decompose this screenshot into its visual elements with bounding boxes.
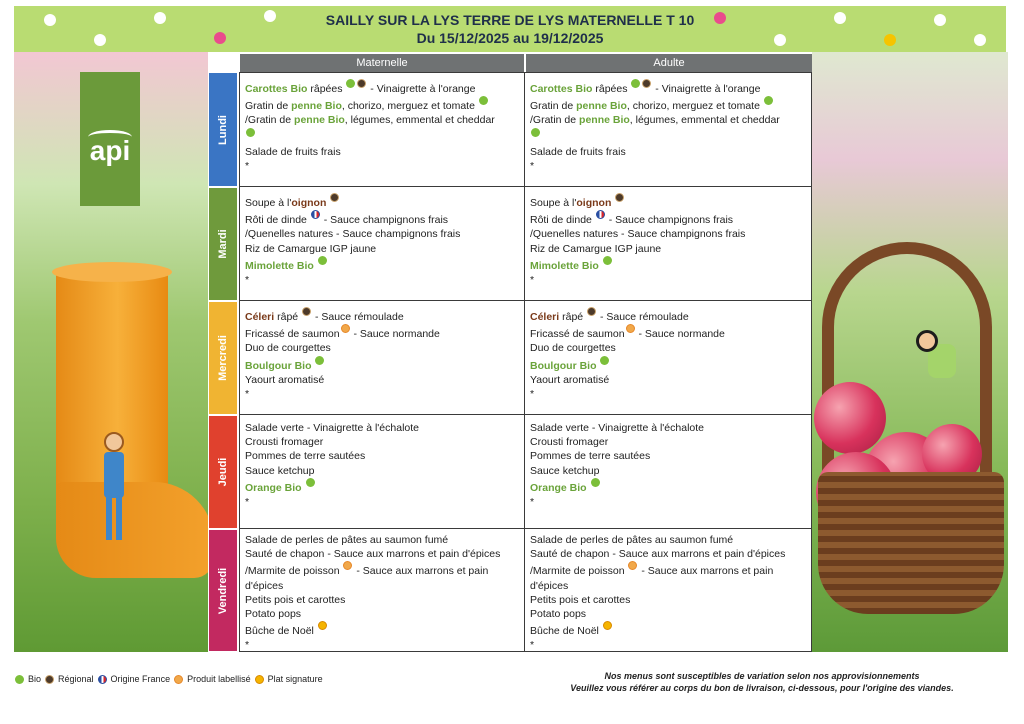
dish-text: Crousti fromager bbox=[245, 436, 324, 449]
dish-text: râpé bbox=[274, 311, 299, 323]
dish-text: Fricassé de saumon bbox=[245, 328, 340, 341]
dish-text: Gratin de bbox=[530, 100, 577, 113]
rain-boot-illustration bbox=[52, 262, 172, 592]
menu-cell-jeudi-maternelle bbox=[239, 414, 526, 529]
apple-basket bbox=[818, 472, 1004, 614]
dish-dessert: Salade de fruits frais bbox=[530, 145, 626, 158]
dish-text: /Quenelles natures - Sauce champignons frais bbox=[530, 228, 746, 241]
menu-footnote-star: * bbox=[530, 274, 535, 287]
day-label-vendredi: Vendredi bbox=[217, 567, 229, 614]
origine-france-icon bbox=[596, 210, 605, 219]
dish-regional-name: Céleri bbox=[245, 311, 275, 323]
legend-regional: Régional bbox=[58, 674, 94, 684]
dish-text: , légumes, emmental et cheddar bbox=[344, 114, 495, 127]
dish-text: , chorizo, merguez et tomate bbox=[341, 100, 475, 113]
day-label-mardi: Mardi bbox=[217, 229, 229, 259]
footer-note-line2: Veuillez vous référer au corps du bon de livraison, ci-dessous, pour l'origine des viandes. bbox=[570, 683, 954, 693]
logo-text: api bbox=[89, 135, 131, 166]
bio-icon bbox=[531, 128, 540, 137]
dish-text: Rôti de dinde bbox=[245, 214, 307, 227]
dish-text: - Sauce aux marrons et pain bbox=[353, 565, 489, 578]
day-strip-jeudi bbox=[208, 415, 238, 529]
dish-text: Potato pops bbox=[530, 608, 587, 621]
dish-text: - Sauce normande bbox=[350, 328, 440, 341]
api-logo bbox=[80, 72, 140, 206]
dish-text: Pommes de terre sautées bbox=[530, 450, 651, 463]
menu-cell-jeudi-adulte bbox=[524, 414, 812, 529]
regional-icon bbox=[302, 307, 311, 316]
produit-labellise-icon bbox=[343, 561, 352, 570]
menu-cell-vendredi-adulte bbox=[524, 528, 812, 652]
dish-text: Duo de courgettes bbox=[245, 342, 331, 355]
day-label-jeudi: Jeudi bbox=[217, 457, 229, 487]
regional-icon bbox=[642, 79, 651, 88]
bio-icon bbox=[315, 356, 324, 365]
dish-text: Riz de Camargue IGP jaune bbox=[530, 242, 662, 255]
legend-bio: Bio bbox=[28, 674, 42, 684]
produit-labellise-icon bbox=[626, 324, 635, 333]
plat-signature-icon bbox=[255, 675, 264, 684]
dish-text: - Sauce rémoulade bbox=[312, 311, 404, 323]
menu-footnote-star: * bbox=[530, 496, 535, 509]
plat-signature-icon bbox=[603, 621, 612, 630]
dish-text: /Marmite de poisson bbox=[530, 565, 625, 578]
dish-text: - Sauce champignons frais bbox=[320, 214, 449, 227]
regional-icon bbox=[587, 307, 596, 316]
day-label-mercredi: Mercredi bbox=[217, 335, 229, 381]
menu-cell-vendredi-maternelle bbox=[239, 528, 526, 652]
dish-bio-name: Mimolette Bio bbox=[245, 259, 314, 272]
dish-text: Salade de perles de pâtes au saumon fumé bbox=[530, 534, 734, 546]
dish-text: Yaourt aromatisé bbox=[245, 373, 325, 386]
menu-footnote-star: * bbox=[245, 639, 250, 652]
dish-text: Yaourt aromatisé bbox=[530, 373, 610, 386]
bio-icon bbox=[479, 96, 488, 105]
week-dates: Du 15/12/2025 au 19/12/2025 bbox=[416, 30, 604, 46]
menu-cell-lundi-maternelle bbox=[239, 72, 526, 187]
produit-labellise-icon bbox=[341, 324, 350, 333]
dish-text: râpées bbox=[307, 83, 343, 95]
dish-text: d'épices bbox=[530, 579, 569, 592]
dish-text: /Marmite de poisson bbox=[245, 565, 340, 578]
bio-icon bbox=[603, 256, 612, 265]
school-name: SAILLY SUR LA LYS TERRE DE LYS MATERNELLE T 10 bbox=[325, 12, 695, 28]
day-label-lundi: Lundi bbox=[217, 114, 229, 145]
dish-text: Sauce ketchup bbox=[245, 464, 315, 477]
menu-footnote-star: * bbox=[245, 160, 250, 173]
icon-legend bbox=[14, 674, 323, 684]
menu-title bbox=[14, 11, 1006, 47]
header-banner bbox=[14, 6, 1006, 52]
dish-text: /Gratin de bbox=[530, 114, 580, 127]
bio-icon bbox=[631, 79, 640, 88]
bio-icon bbox=[306, 478, 315, 487]
dish-text: Soupe à l' bbox=[530, 197, 577, 209]
dish-bio-name: Carottes Bio bbox=[245, 83, 308, 95]
regional-icon bbox=[45, 675, 54, 684]
day-strip-mardi bbox=[208, 187, 238, 301]
dish-bio-name: penne Bio bbox=[294, 114, 345, 127]
menu-footnote-star: * bbox=[530, 639, 535, 652]
dish-text: - Sauce aux marrons et pain bbox=[638, 565, 774, 578]
legend-labellise: Produit labellisé bbox=[187, 674, 251, 684]
dish-text: Petits pois et carottes bbox=[245, 593, 346, 606]
menu-footnote-star: * bbox=[245, 388, 250, 401]
regional-icon bbox=[615, 193, 624, 202]
climbing-child-figure bbox=[916, 330, 956, 386]
dish-regional-name: Céleri bbox=[530, 311, 560, 323]
dish-text: Pommes de terre sautées bbox=[245, 450, 366, 463]
dish-regional-name: oignon bbox=[291, 197, 327, 209]
menu-cell-mercredi-maternelle bbox=[239, 300, 526, 415]
dish-text: Sauté de chapon - Sauce aux marrons et pain d'épices bbox=[245, 548, 501, 561]
dish-text: /Quenelles natures - Sauce champignons frais bbox=[245, 228, 461, 241]
dish-text: - Sauce champignons frais bbox=[605, 214, 734, 227]
dish-bio-name: Orange Bio bbox=[530, 481, 587, 494]
produit-labellise-icon bbox=[628, 561, 637, 570]
dish-text: râpé bbox=[559, 311, 584, 323]
regional-icon bbox=[330, 193, 339, 202]
dish-text: - Vinaigrette à l'orange bbox=[367, 83, 476, 95]
dish-bio-name: Boulgour Bio bbox=[245, 359, 312, 372]
bio-icon bbox=[318, 256, 327, 265]
dish-text: , chorizo, merguez et tomate bbox=[626, 100, 760, 113]
menu-footnote-star: * bbox=[530, 160, 535, 173]
bio-icon bbox=[246, 128, 255, 137]
menu-footnote-star: * bbox=[245, 274, 250, 287]
menu-cell-mardi-adulte bbox=[524, 186, 812, 301]
dish-text: , légumes, emmental et cheddar bbox=[629, 114, 780, 127]
menu-footnote-star: * bbox=[245, 496, 250, 509]
produit-labellise-icon bbox=[174, 675, 183, 684]
day-strip-mercredi bbox=[208, 301, 238, 415]
footer-note-line1: Nos menus sont susceptibles de variation selon nos approvisionnements bbox=[604, 671, 920, 681]
dish-bio-name: penne Bio bbox=[576, 100, 627, 113]
bio-icon bbox=[346, 79, 355, 88]
dish-text: Duo de courgettes bbox=[530, 342, 616, 355]
column-header-adulte: Adulte bbox=[526, 54, 812, 72]
dish-text: Salade verte - Vinaigrette à l'échalote bbox=[245, 422, 420, 434]
gardener-figure bbox=[98, 432, 128, 542]
dish-text: - Vinaigrette à l'orange bbox=[652, 83, 761, 95]
weekly-menu-table bbox=[208, 52, 812, 652]
legend-signature: Plat signature bbox=[267, 674, 323, 684]
dish-text: Salade de perles de pâtes au saumon fumé bbox=[245, 534, 449, 546]
dish-text: Sauce ketchup bbox=[530, 464, 600, 477]
plat-signature-icon bbox=[318, 621, 327, 630]
day-strip-vendredi bbox=[208, 529, 238, 652]
dish-text: /Gratin de bbox=[245, 114, 295, 127]
left-photo-boot bbox=[14, 52, 208, 652]
dish-text: Potato pops bbox=[245, 608, 302, 621]
column-header-maternelle: Maternelle bbox=[240, 54, 524, 72]
dish-text: Riz de Camargue IGP jaune bbox=[245, 242, 377, 255]
dish-text: Crousti fromager bbox=[530, 436, 609, 449]
bio-icon bbox=[764, 96, 773, 105]
dish-bio-name: penne Bio bbox=[579, 114, 630, 127]
menu-cell-mercredi-adulte bbox=[524, 300, 812, 415]
dish-text: Bûche de Noël bbox=[245, 625, 314, 638]
dish-dessert: Salade de fruits frais bbox=[245, 145, 341, 158]
regional-icon bbox=[357, 79, 366, 88]
menu-cell-lundi-adulte bbox=[524, 72, 812, 187]
dish-bio-name: Carottes Bio bbox=[530, 83, 593, 95]
legend-france: Origine France bbox=[110, 674, 171, 684]
dish-bio-name: Orange Bio bbox=[245, 481, 302, 494]
day-strip-lundi bbox=[208, 72, 238, 187]
bio-icon bbox=[600, 356, 609, 365]
dish-text: Rôti de dinde bbox=[530, 214, 592, 227]
menu-cell-mardi-maternelle bbox=[239, 186, 526, 301]
menu-footnote-star: * bbox=[530, 388, 535, 401]
dish-text: - Sauce rémoulade bbox=[597, 311, 689, 323]
dish-bio-name: penne Bio bbox=[291, 100, 342, 113]
dish-text: - Sauce normande bbox=[635, 328, 725, 341]
dish-text: Petits pois et carottes bbox=[530, 593, 631, 606]
footer-note bbox=[552, 670, 972, 694]
origine-france-icon bbox=[311, 210, 320, 219]
dish-text: Salade verte - Vinaigrette à l'échalote bbox=[530, 422, 705, 434]
dish-text: Sauté de chapon - Sauce aux marrons et pain d'épices bbox=[530, 548, 786, 561]
bio-icon bbox=[15, 675, 24, 684]
dish-text: d'épices bbox=[245, 579, 284, 592]
dish-regional-name: oignon bbox=[576, 197, 612, 209]
dish-text: Gratin de bbox=[245, 100, 292, 113]
dish-bio-name: Mimolette Bio bbox=[530, 259, 599, 272]
dish-text: Fricassé de saumon bbox=[530, 328, 625, 341]
right-photo-apple-basket bbox=[812, 52, 1008, 652]
bio-icon bbox=[591, 478, 600, 487]
origine-france-icon bbox=[98, 675, 107, 684]
dish-bio-name: Boulgour Bio bbox=[530, 359, 597, 372]
dish-text: râpées bbox=[592, 83, 628, 95]
dish-text: Soupe à l' bbox=[245, 197, 292, 209]
dish-text: Bûche de Noël bbox=[530, 625, 599, 638]
